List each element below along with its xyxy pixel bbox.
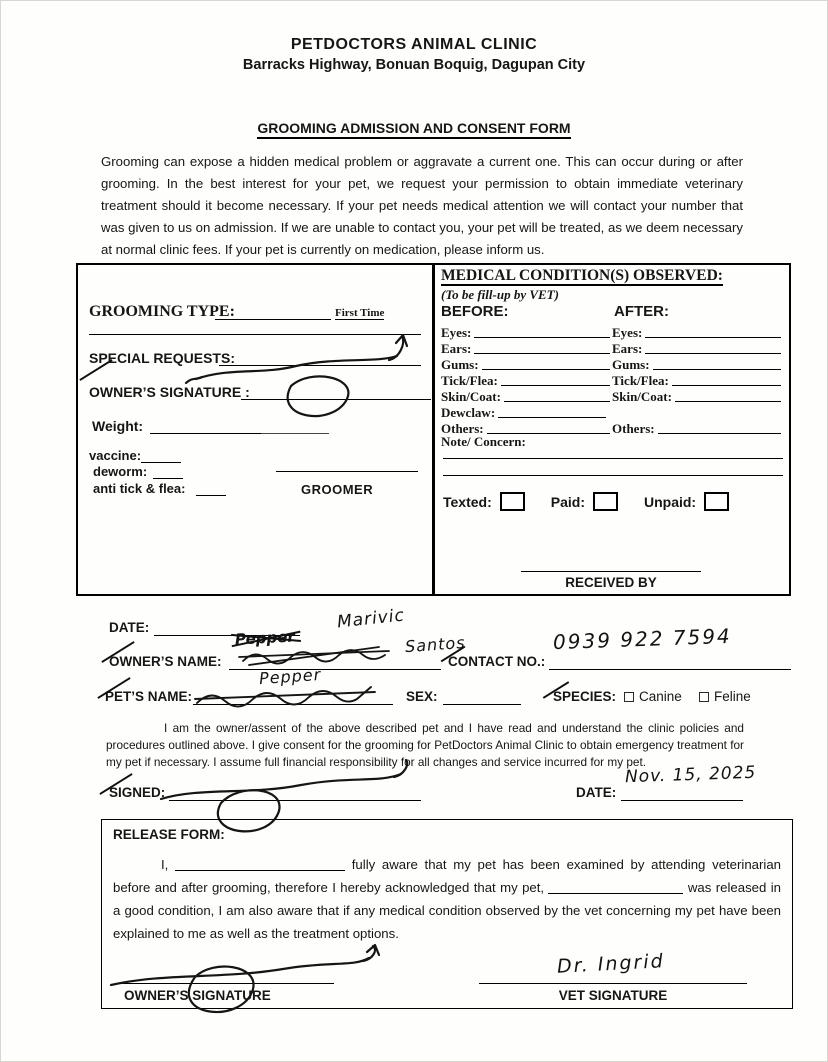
medical-row	[441, 355, 783, 371]
deworm-label: deworm:	[93, 464, 148, 479]
vaccine-label: vaccine:	[89, 448, 142, 463]
medical-row	[441, 371, 783, 387]
paid-label: Paid:	[550, 493, 585, 510]
form-title: GROOMING ADMISSION AND CONSENT FORM	[257, 120, 570, 139]
owner-signature-scribble	[91, 333, 441, 428]
medical-subtitle: (To be fill-up by VET)	[441, 287, 559, 302]
row-blank	[645, 343, 781, 354]
date-label: DATE:	[109, 620, 150, 635]
handwritten-vet-signature: Dr. Ingrid	[556, 950, 666, 978]
pets-name-label: PET’S NAME:	[105, 689, 193, 704]
sex-label: SEX:	[406, 689, 438, 704]
handwritten-owner-first-name: Marivic	[336, 605, 406, 633]
handwritten-pet-name: Pepper	[258, 664, 322, 689]
row-label-before: Ears:	[441, 341, 472, 356]
signed-date-label: DATE:	[576, 785, 617, 800]
row-blank	[487, 423, 610, 434]
weight-line-extension	[261, 433, 329, 434]
texted-checkbox	[500, 492, 525, 511]
owners-name-label: OWNER’S NAME:	[109, 654, 222, 669]
release-name-blank	[175, 856, 345, 871]
first-time-label: First Time	[335, 307, 385, 319]
row-label-after: Gums:	[612, 357, 650, 372]
row-label-before: Gums:	[441, 357, 479, 372]
row-blank	[474, 343, 610, 354]
row-label-before: Tick/Flea:	[441, 373, 498, 388]
row-label-after: Tick/Flea:	[612, 373, 669, 388]
grooming-type-blank	[215, 305, 331, 320]
medical-title-wrap	[441, 267, 723, 285]
groomer-label: GROOMER	[301, 482, 374, 497]
box-divider	[432, 263, 435, 596]
row-label-after: Skin/Coat:	[612, 389, 672, 404]
row-blank	[645, 327, 781, 338]
row-label-after: Ears:	[612, 341, 643, 356]
species-option-feline	[699, 689, 751, 704]
row-blank	[658, 423, 781, 434]
crossed-scribble-owner-line	[239, 645, 409, 671]
row-blank	[498, 407, 606, 418]
medical-row	[441, 419, 783, 435]
row-label-before: Dewclaw:	[441, 405, 496, 420]
species-label: SPECIES:	[553, 689, 617, 704]
handwritten-signed-date: Nov. 15, 2025	[624, 762, 757, 788]
sex-blank	[443, 690, 521, 705]
after-label: AFTER:	[614, 303, 669, 320]
unpaid-label: Unpaid:	[643, 493, 697, 510]
release-seg-i: I,	[161, 857, 169, 872]
species-option-canine	[624, 689, 682, 704]
feline-label: Feline	[714, 689, 751, 704]
row-label-before: Others:	[441, 421, 484, 436]
release-paragraph	[113, 853, 781, 945]
signed-date-blank	[621, 786, 743, 801]
owners-signature-label: OWNER’S SIGNATURE :	[89, 384, 250, 400]
row-blank	[672, 375, 781, 386]
unpaid-checkbox	[704, 492, 729, 511]
release-vet-signature-line	[479, 983, 747, 984]
payment-status-row	[443, 492, 783, 511]
handwritten-crossed-out-entry: Pepper	[234, 627, 296, 649]
anti-tick-flea-label: anti tick & flea:	[93, 481, 186, 496]
texted-label: Texted:	[443, 493, 492, 510]
handwritten-owner-last-name: Santos	[404, 632, 467, 657]
form-title-wrap	[1, 120, 827, 138]
row-label-before: Eyes:	[441, 325, 472, 340]
release-vet-signature-label: VET SIGNATURE	[558, 988, 668, 1003]
contact-no-blank	[549, 655, 791, 670]
medical-row	[441, 323, 783, 339]
release-seg-b: was released in a good condition, I am also aware that if any medical condition observed by the vet concerning my pet have been explained to me as well as the treatment options.	[113, 880, 781, 941]
note-line-1	[443, 458, 783, 459]
release-seg-a: fully aware that my pet has been examined by attending veterinarian before and after grooming, therefore I hereby acknowledged that my pet,	[113, 857, 782, 895]
grooming-type-label: GROOMING TYPE:	[89, 303, 235, 320]
row-blank	[474, 327, 610, 338]
clinic-name: PETDOCTORS ANIMAL CLINIC	[290, 36, 538, 53]
deworm-blank	[153, 464, 183, 479]
handwritten-contact-no: 0939 922 7594	[552, 623, 733, 655]
row-label-after: Others:	[612, 421, 655, 436]
received-by-label: RECEIVED BY	[565, 575, 657, 590]
row-label-after: Eyes:	[612, 325, 643, 340]
crossed-scribble-pet-line	[193, 685, 398, 713]
canine-checkbox	[624, 692, 634, 702]
medical-rows	[441, 323, 783, 435]
medical-row	[441, 339, 783, 355]
release-form-title: RELEASE FORM:	[113, 827, 225, 842]
medical-title: MEDICAL CONDITION(S) OBSERVED:	[441, 267, 723, 284]
row-label-before: Skin/Coat:	[441, 389, 501, 404]
note-concern-label: Note/ Concern:	[441, 434, 526, 449]
contact-no-label: CONTACT NO.:	[448, 654, 546, 669]
row-blank	[504, 391, 610, 402]
before-label: BEFORE:	[441, 303, 509, 320]
weight-label: Weight:	[92, 418, 144, 434]
release-owner-signature-label: OWNER’S SIGNATURE	[124, 988, 271, 1003]
special-requests-label: SPECIAL REQUESTS:	[89, 350, 235, 366]
row-blank	[482, 359, 610, 370]
row-blank	[675, 391, 781, 402]
signed-label: SIGNED:	[109, 785, 166, 800]
vaccine-blank	[141, 448, 181, 463]
received-by-line	[521, 571, 701, 572]
paid-checkbox	[593, 492, 618, 511]
anti-tick-flea-blank	[196, 481, 226, 496]
groomer-line	[276, 471, 418, 472]
clinic-address: Barracks Highway, Bonuan Boquig, Dagupan City	[242, 57, 586, 73]
row-blank	[501, 375, 610, 386]
canine-label: Canine	[639, 689, 682, 704]
release-pet-blank	[548, 879, 683, 894]
release-owner-signature-scribble	[103, 945, 413, 1015]
medical-row	[441, 403, 783, 419]
consent-paragraph: I am the owner/assent of the above described pet and I have read and understand the clinic policies and procedures outlined above. I give consent for the grooming for PetDoctors Animal Clinic to obtain emergency treatment for my pet if necessary. I assume full financial responsibility for all changes and service incurred for my pet.	[106, 721, 744, 769]
row-blank	[653, 359, 781, 370]
medical-row	[441, 387, 783, 403]
intro-paragraph: Grooming can expose a hidden medical problem or aggravate a current one. This can occur during or after grooming. In the best interest for your pet, we request your permission to obtain immediate veterinary treatment should it become necessary. If your pet needs medical attention we will contact your number that was given to us on admission. If we are unable to contact you, your pet will be treated, as we deem necessary at normal clinic fees. If your pet is currently on medication, please inform us.	[101, 154, 743, 257]
note-line-2	[443, 475, 783, 476]
feline-checkbox	[699, 692, 709, 702]
